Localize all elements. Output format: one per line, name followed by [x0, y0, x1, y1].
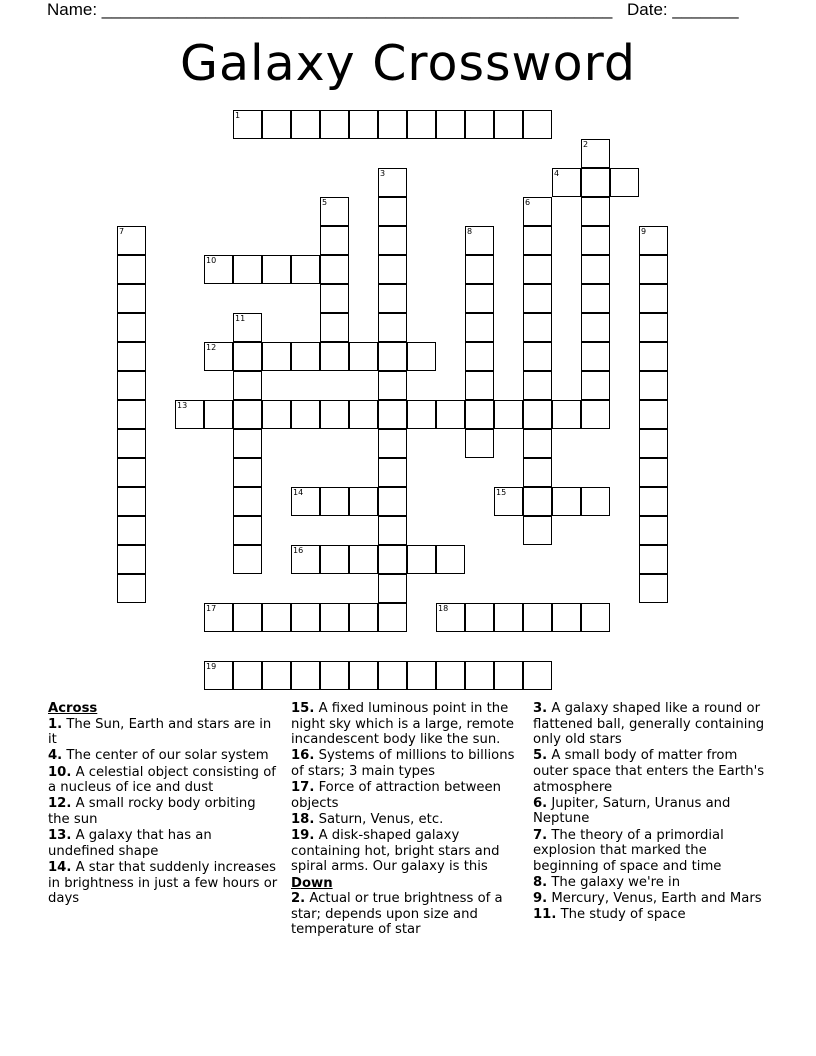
grid-cell[interactable] — [262, 342, 291, 371]
grid-cell[interactable] — [523, 429, 552, 458]
clue-column-1 — [48, 701, 280, 907]
clue-item-number: 8. — [533, 874, 548, 890]
clue-item-text: The study of space — [556, 907, 686, 923]
grid-cell[interactable] — [639, 487, 668, 516]
clue-item — [533, 796, 765, 827]
grid-cell[interactable] — [378, 574, 407, 603]
grid-cell[interactable] — [378, 197, 407, 226]
grid-cell[interactable] — [378, 313, 407, 342]
grid-cell[interactable] — [320, 487, 349, 516]
grid-cell[interactable] — [639, 255, 668, 284]
grid-cell[interactable] — [523, 284, 552, 313]
clue-item-text: A celestial object consisting of a nucleus of ice and dust — [48, 764, 276, 796]
grid-cell[interactable] — [320, 661, 349, 690]
clue-number: 10 — [206, 256, 217, 265]
clue-item — [48, 796, 280, 827]
grid-cell[interactable] — [233, 545, 262, 574]
grid-cell[interactable] — [523, 458, 552, 487]
clue-item-text: The center of our solar system — [62, 748, 269, 764]
grid-cell[interactable] — [233, 429, 262, 458]
clue-number: 6 — [525, 198, 531, 207]
clue-item-text: The galaxy we're in — [547, 874, 681, 890]
grid-cell[interactable] — [610, 168, 639, 197]
grid-cell[interactable] — [233, 603, 262, 632]
clue-item — [291, 828, 523, 875]
clue-item — [291, 701, 523, 748]
grid-cell[interactable] — [320, 400, 349, 429]
grid-cell[interactable] — [407, 342, 436, 371]
grid-cell[interactable] — [233, 487, 262, 516]
clue-section-heading: Across — [48, 701, 98, 716]
grid-cell[interactable] — [291, 255, 320, 284]
clue-item — [533, 891, 765, 907]
clue-item — [291, 780, 523, 811]
grid-cell[interactable] — [581, 342, 610, 371]
grid-cell[interactable] — [378, 400, 407, 429]
clue-item-number: 14. — [48, 859, 72, 875]
grid-cell[interactable] — [349, 110, 378, 139]
grid-cell[interactable] — [291, 110, 320, 139]
grid-cell[interactable] — [117, 458, 146, 487]
grid-cell[interactable] — [320, 110, 349, 139]
clue-item-text: Saturn, Venus, etc. — [314, 811, 444, 827]
clue-number: 5 — [322, 198, 328, 207]
grid-cell[interactable] — [320, 284, 349, 313]
clue-item — [48, 717, 280, 748]
grid-cell[interactable] — [436, 661, 465, 690]
clue-item — [291, 812, 523, 828]
grid-cell[interactable] — [523, 342, 552, 371]
clue-item-text: Mercury, Venus, Earth and Mars — [547, 891, 762, 907]
grid-cell[interactable] — [291, 661, 320, 690]
grid-cell[interactable] — [465, 661, 494, 690]
grid-cell[interactable] — [436, 400, 465, 429]
grid-cell[interactable] — [523, 400, 552, 429]
grid-cell[interactable] — [233, 371, 262, 400]
clue-item-text: A disk-shaped galaxy containing hot, bright stars and spiral arms. Our galaxy is this — [291, 828, 500, 875]
clue-item — [533, 907, 765, 923]
clue-number: 16 — [293, 546, 304, 555]
grid-cell[interactable] — [523, 110, 552, 139]
clue-number: 12 — [206, 343, 217, 352]
grid-cell[interactable] — [262, 603, 291, 632]
clue-item — [533, 748, 765, 795]
clue-column-2 — [291, 701, 523, 938]
grid-cell[interactable] — [639, 574, 668, 603]
grid-cell[interactable] — [233, 255, 262, 284]
grid-cell[interactable] — [436, 110, 465, 139]
clue-item-text: A star that suddenly increases in brightness in just a few hours or days — [48, 859, 278, 907]
grid-cell[interactable] — [117, 371, 146, 400]
grid-cell[interactable] — [117, 574, 146, 603]
grid-cell[interactable] — [117, 342, 146, 371]
grid-cell[interactable] — [639, 313, 668, 342]
grid-cell[interactable] — [581, 197, 610, 226]
grid-cell[interactable] — [233, 342, 262, 371]
grid-cell[interactable] — [465, 110, 494, 139]
grid-cell[interactable] — [117, 516, 146, 545]
grid-cell[interactable] — [552, 400, 581, 429]
clue-number: 3 — [380, 169, 386, 178]
grid-cell[interactable] — [523, 255, 552, 284]
clue-item-number: 2. — [291, 891, 306, 907]
grid-cell[interactable] — [291, 400, 320, 429]
clue-item-number: 9. — [533, 891, 548, 907]
clue-item-number: 10. — [48, 764, 72, 780]
clue-number: 2 — [583, 140, 589, 149]
grid-cell[interactable] — [581, 284, 610, 313]
clue-item-text: A small rocky body orbiting the sun — [48, 796, 256, 827]
clue-item-text: Jupiter, Saturn, Uranus and Neptune — [533, 795, 731, 827]
clue-item-text: Systems of millions to billions of stars; 3 main types — [291, 748, 515, 779]
grid-cell[interactable] — [378, 429, 407, 458]
grid-cell[interactable] — [639, 429, 668, 458]
grid-cell[interactable] — [378, 110, 407, 139]
clue-item — [533, 701, 765, 748]
grid-cell[interactable] — [378, 226, 407, 255]
grid-cell[interactable] — [117, 255, 146, 284]
grid-cell[interactable] — [204, 400, 233, 429]
grid-cell[interactable] — [494, 110, 523, 139]
grid-cell[interactable] — [407, 110, 436, 139]
grid-cell[interactable] — [552, 487, 581, 516]
grid-cell[interactable] — [349, 661, 378, 690]
clue-number: 14 — [293, 488, 304, 497]
clue-item-number: 5. — [533, 748, 548, 764]
clue-number: 7 — [119, 227, 125, 236]
grid-cell[interactable] — [262, 255, 291, 284]
clue-item — [48, 748, 280, 764]
clue-item-text: A galaxy that has an undefined shape — [48, 828, 212, 859]
grid-cell[interactable] — [523, 371, 552, 400]
clue-item-text: The theory of a primordial explosion that marked the beginning of space and time — [533, 827, 724, 874]
clue-item — [291, 891, 523, 938]
grid-cell[interactable] — [523, 516, 552, 545]
grid-cell[interactable] — [233, 661, 262, 690]
clue-number: 18 — [438, 604, 449, 613]
clue-number: 13 — [177, 401, 188, 410]
clue-item-number: 16. — [291, 748, 315, 764]
grid-cell[interactable] — [465, 255, 494, 284]
grid-cell[interactable] — [117, 429, 146, 458]
grid-cell[interactable] — [349, 603, 378, 632]
grid-cell[interactable] — [581, 255, 610, 284]
clue-item-number: 19. — [291, 828, 315, 844]
grid-cell[interactable] — [320, 603, 349, 632]
clue-item-number: 3. — [533, 701, 548, 716]
grid-cell[interactable] — [639, 516, 668, 545]
clue-item — [48, 860, 280, 907]
clue-number: 17 — [206, 604, 217, 613]
clue-item-number: 1. — [48, 716, 63, 732]
grid-cell[interactable] — [378, 603, 407, 632]
grid-cell[interactable] — [320, 545, 349, 574]
clue-number: 19 — [206, 662, 217, 671]
grid-cell[interactable] — [523, 226, 552, 255]
grid-cell[interactable] — [523, 661, 552, 690]
grid-cell[interactable] — [639, 371, 668, 400]
name-field[interactable]: Name: ______________________________________________________ — [47, 0, 613, 19]
grid-cell[interactable] — [494, 603, 523, 632]
grid-cell[interactable] — [117, 313, 146, 342]
grid-cell[interactable] — [262, 110, 291, 139]
grid-cell[interactable] — [494, 661, 523, 690]
clue-item-number: 13. — [48, 828, 72, 844]
clue-number: 4 — [554, 169, 560, 178]
grid-cell[interactable] — [378, 516, 407, 545]
clue-item-number: 4. — [48, 748, 63, 764]
grid-cell[interactable] — [465, 400, 494, 429]
clue-item-number: 17. — [291, 780, 315, 796]
grid-cell[interactable] — [639, 545, 668, 574]
grid-cell[interactable] — [378, 661, 407, 690]
grid-cell[interactable] — [378, 255, 407, 284]
grid-cell[interactable] — [436, 545, 465, 574]
grid-cell[interactable] — [581, 226, 610, 255]
grid-cell[interactable] — [465, 603, 494, 632]
grid-cell[interactable] — [233, 458, 262, 487]
clue-item-text: A galaxy shaped like a round or flattened ball, generally containing only old stars — [533, 701, 765, 748]
grid-cell[interactable] — [407, 545, 436, 574]
grid-cell[interactable] — [523, 487, 552, 516]
grid-cell[interactable] — [320, 226, 349, 255]
grid-cell[interactable] — [117, 400, 146, 429]
grid-cell[interactable] — [320, 313, 349, 342]
grid-cell[interactable] — [581, 487, 610, 516]
grid-cell[interactable] — [378, 545, 407, 574]
grid-cell[interactable] — [233, 516, 262, 545]
grid-cell[interactable] — [581, 603, 610, 632]
clue-item — [533, 828, 765, 875]
grid-cell[interactable] — [349, 342, 378, 371]
grid-cell[interactable] — [349, 545, 378, 574]
clue-item — [291, 748, 523, 779]
grid-cell[interactable] — [262, 661, 291, 690]
clue-item-number: 15. — [291, 701, 315, 716]
clue-number: 1 — [235, 111, 241, 120]
grid-cell[interactable] — [378, 458, 407, 487]
clue-item-text: The Sun, Earth and stars are in it — [48, 716, 272, 748]
clue-item-number: 6. — [533, 795, 548, 811]
grid-cell[interactable] — [494, 400, 523, 429]
clue-item — [48, 828, 280, 859]
grid-cell[interactable] — [320, 342, 349, 371]
grid-cell[interactable] — [378, 342, 407, 371]
grid-cell[interactable] — [117, 284, 146, 313]
grid-cell[interactable] — [407, 400, 436, 429]
grid-cell[interactable] — [639, 400, 668, 429]
clue-item — [48, 765, 280, 796]
grid-cell[interactable] — [465, 429, 494, 458]
grid-cell[interactable] — [581, 168, 610, 197]
grid-cell[interactable] — [407, 661, 436, 690]
grid-cell[interactable] — [465, 284, 494, 313]
clue-section-heading: Down — [291, 875, 333, 891]
grid-cell[interactable] — [581, 371, 610, 400]
grid-cell[interactable] — [233, 400, 262, 429]
grid-cell[interactable] — [581, 400, 610, 429]
clue-number: 9 — [641, 227, 647, 236]
grid-cell[interactable] — [378, 371, 407, 400]
grid-cell[interactable] — [349, 487, 378, 516]
clue-item-text: Force of attraction between objects — [291, 780, 501, 811]
grid-cell[interactable] — [523, 603, 552, 632]
grid-cell[interactable] — [639, 458, 668, 487]
clue-column-3 — [533, 701, 765, 923]
grid-cell[interactable] — [465, 371, 494, 400]
grid-cell[interactable] — [291, 342, 320, 371]
grid-cell[interactable] — [378, 284, 407, 313]
grid-cell[interactable] — [465, 342, 494, 371]
grid-cell[interactable] — [349, 400, 378, 429]
grid-cell[interactable] — [639, 284, 668, 313]
grid-cell[interactable] — [581, 313, 610, 342]
clue-item-number: 11. — [533, 907, 557, 923]
clue-item-number: 12. — [48, 796, 72, 812]
page-title: Galaxy Crossword — [180, 35, 636, 92]
grid-cell[interactable] — [117, 545, 146, 574]
grid-cell[interactable] — [117, 487, 146, 516]
clue-item — [533, 875, 765, 891]
clue-item-number: 18. — [291, 811, 315, 827]
grid-cell[interactable] — [291, 603, 320, 632]
clue-item-number: 7. — [533, 827, 548, 843]
grid-cell[interactable] — [378, 487, 407, 516]
grid-cell[interactable] — [523, 313, 552, 342]
grid-cell[interactable] — [465, 313, 494, 342]
grid-cell[interactable] — [320, 255, 349, 284]
grid-cell[interactable] — [552, 603, 581, 632]
clue-item-text: Actual or true brightness of a star; depends upon size and temperature of star — [291, 891, 503, 938]
date-field[interactable]: Date: _______ — [627, 0, 739, 19]
clue-number: 11 — [235, 314, 246, 323]
clue-item-text: A small body of matter from outer space that enters the Earth's atmosphere — [533, 748, 765, 795]
grid-cell[interactable] — [262, 400, 291, 429]
grid-cell[interactable] — [639, 342, 668, 371]
clue-item-text: A fixed luminous point in the night sky which is a large, remote incandescent body like the sun. — [291, 701, 515, 748]
clue-number: 8 — [467, 227, 473, 236]
clue-number: 15 — [496, 488, 507, 497]
